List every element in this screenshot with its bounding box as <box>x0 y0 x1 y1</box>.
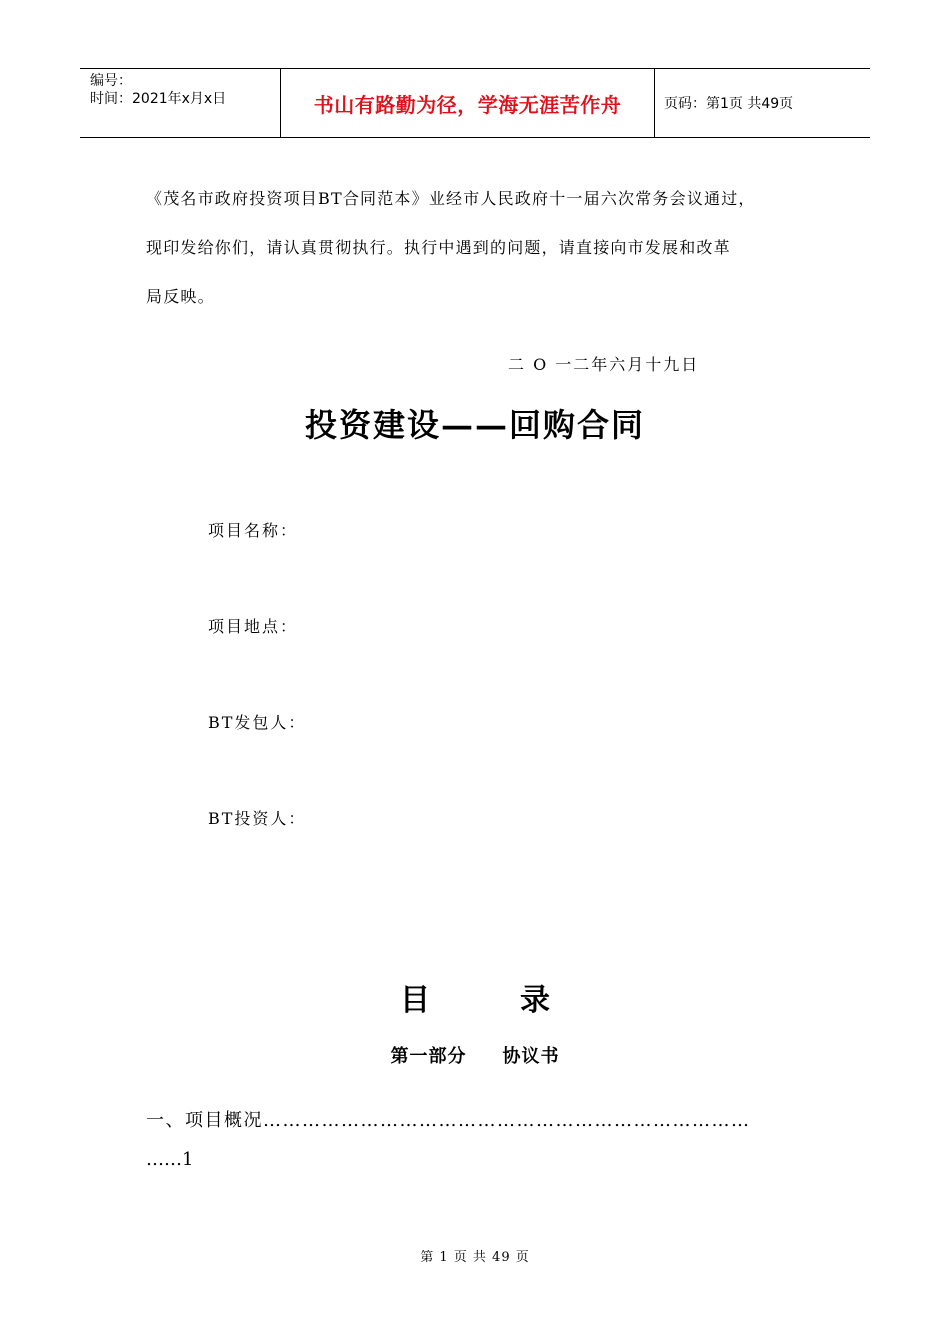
toc-part-name: 协议书 <box>502 1046 560 1067</box>
toc-title-part2: 录 <box>520 983 550 1018</box>
document-title: 投资建设——回购合同 <box>304 406 645 444</box>
header-meta <box>80 69 281 137</box>
time-label: 时间：2021年x月x日 <box>90 91 227 107</box>
number-label: 编号： <box>90 73 132 89</box>
toc-part-heading <box>0 1042 950 1068</box>
intro-line-1: 《茂名市政府投资项目BT合同范本》业经市人民政府十一届六次常务会议通过， <box>146 189 756 208</box>
intro-line-3: 局反映。 <box>146 287 215 306</box>
toc-item-1[interactable]: 一、项目概况………………………………………………………………… <box>146 1110 751 1131</box>
header-page-info: 页码：第1页 共49页 <box>664 96 794 112</box>
issue-date: 二 O 一二年六月十九日 <box>508 355 700 374</box>
toc-title <box>0 975 950 1019</box>
project-location-field: 项目地点： <box>208 617 299 636</box>
intro-line-2: 现印发给你们，请认真贯彻执行。执行中遇到的问题，请直接向市发展和改革 <box>146 238 731 257</box>
toc-item-1-page[interactable]: ……1 <box>146 1149 194 1170</box>
bt-contractor-field: BT发包人： <box>208 713 307 732</box>
header-motto: 书山有路勤为径，学海无涯苦作舟 <box>281 69 655 137</box>
page-footer: 第 1 页 共 49 页 <box>420 1250 530 1265</box>
toc-part-label: 第一部分 <box>390 1046 467 1067</box>
page-header <box>80 68 870 138</box>
toc-title-part1: 目 <box>400 983 430 1018</box>
bt-investor-field: BT投资人： <box>208 809 307 828</box>
project-name-field: 项目名称： <box>208 521 299 540</box>
